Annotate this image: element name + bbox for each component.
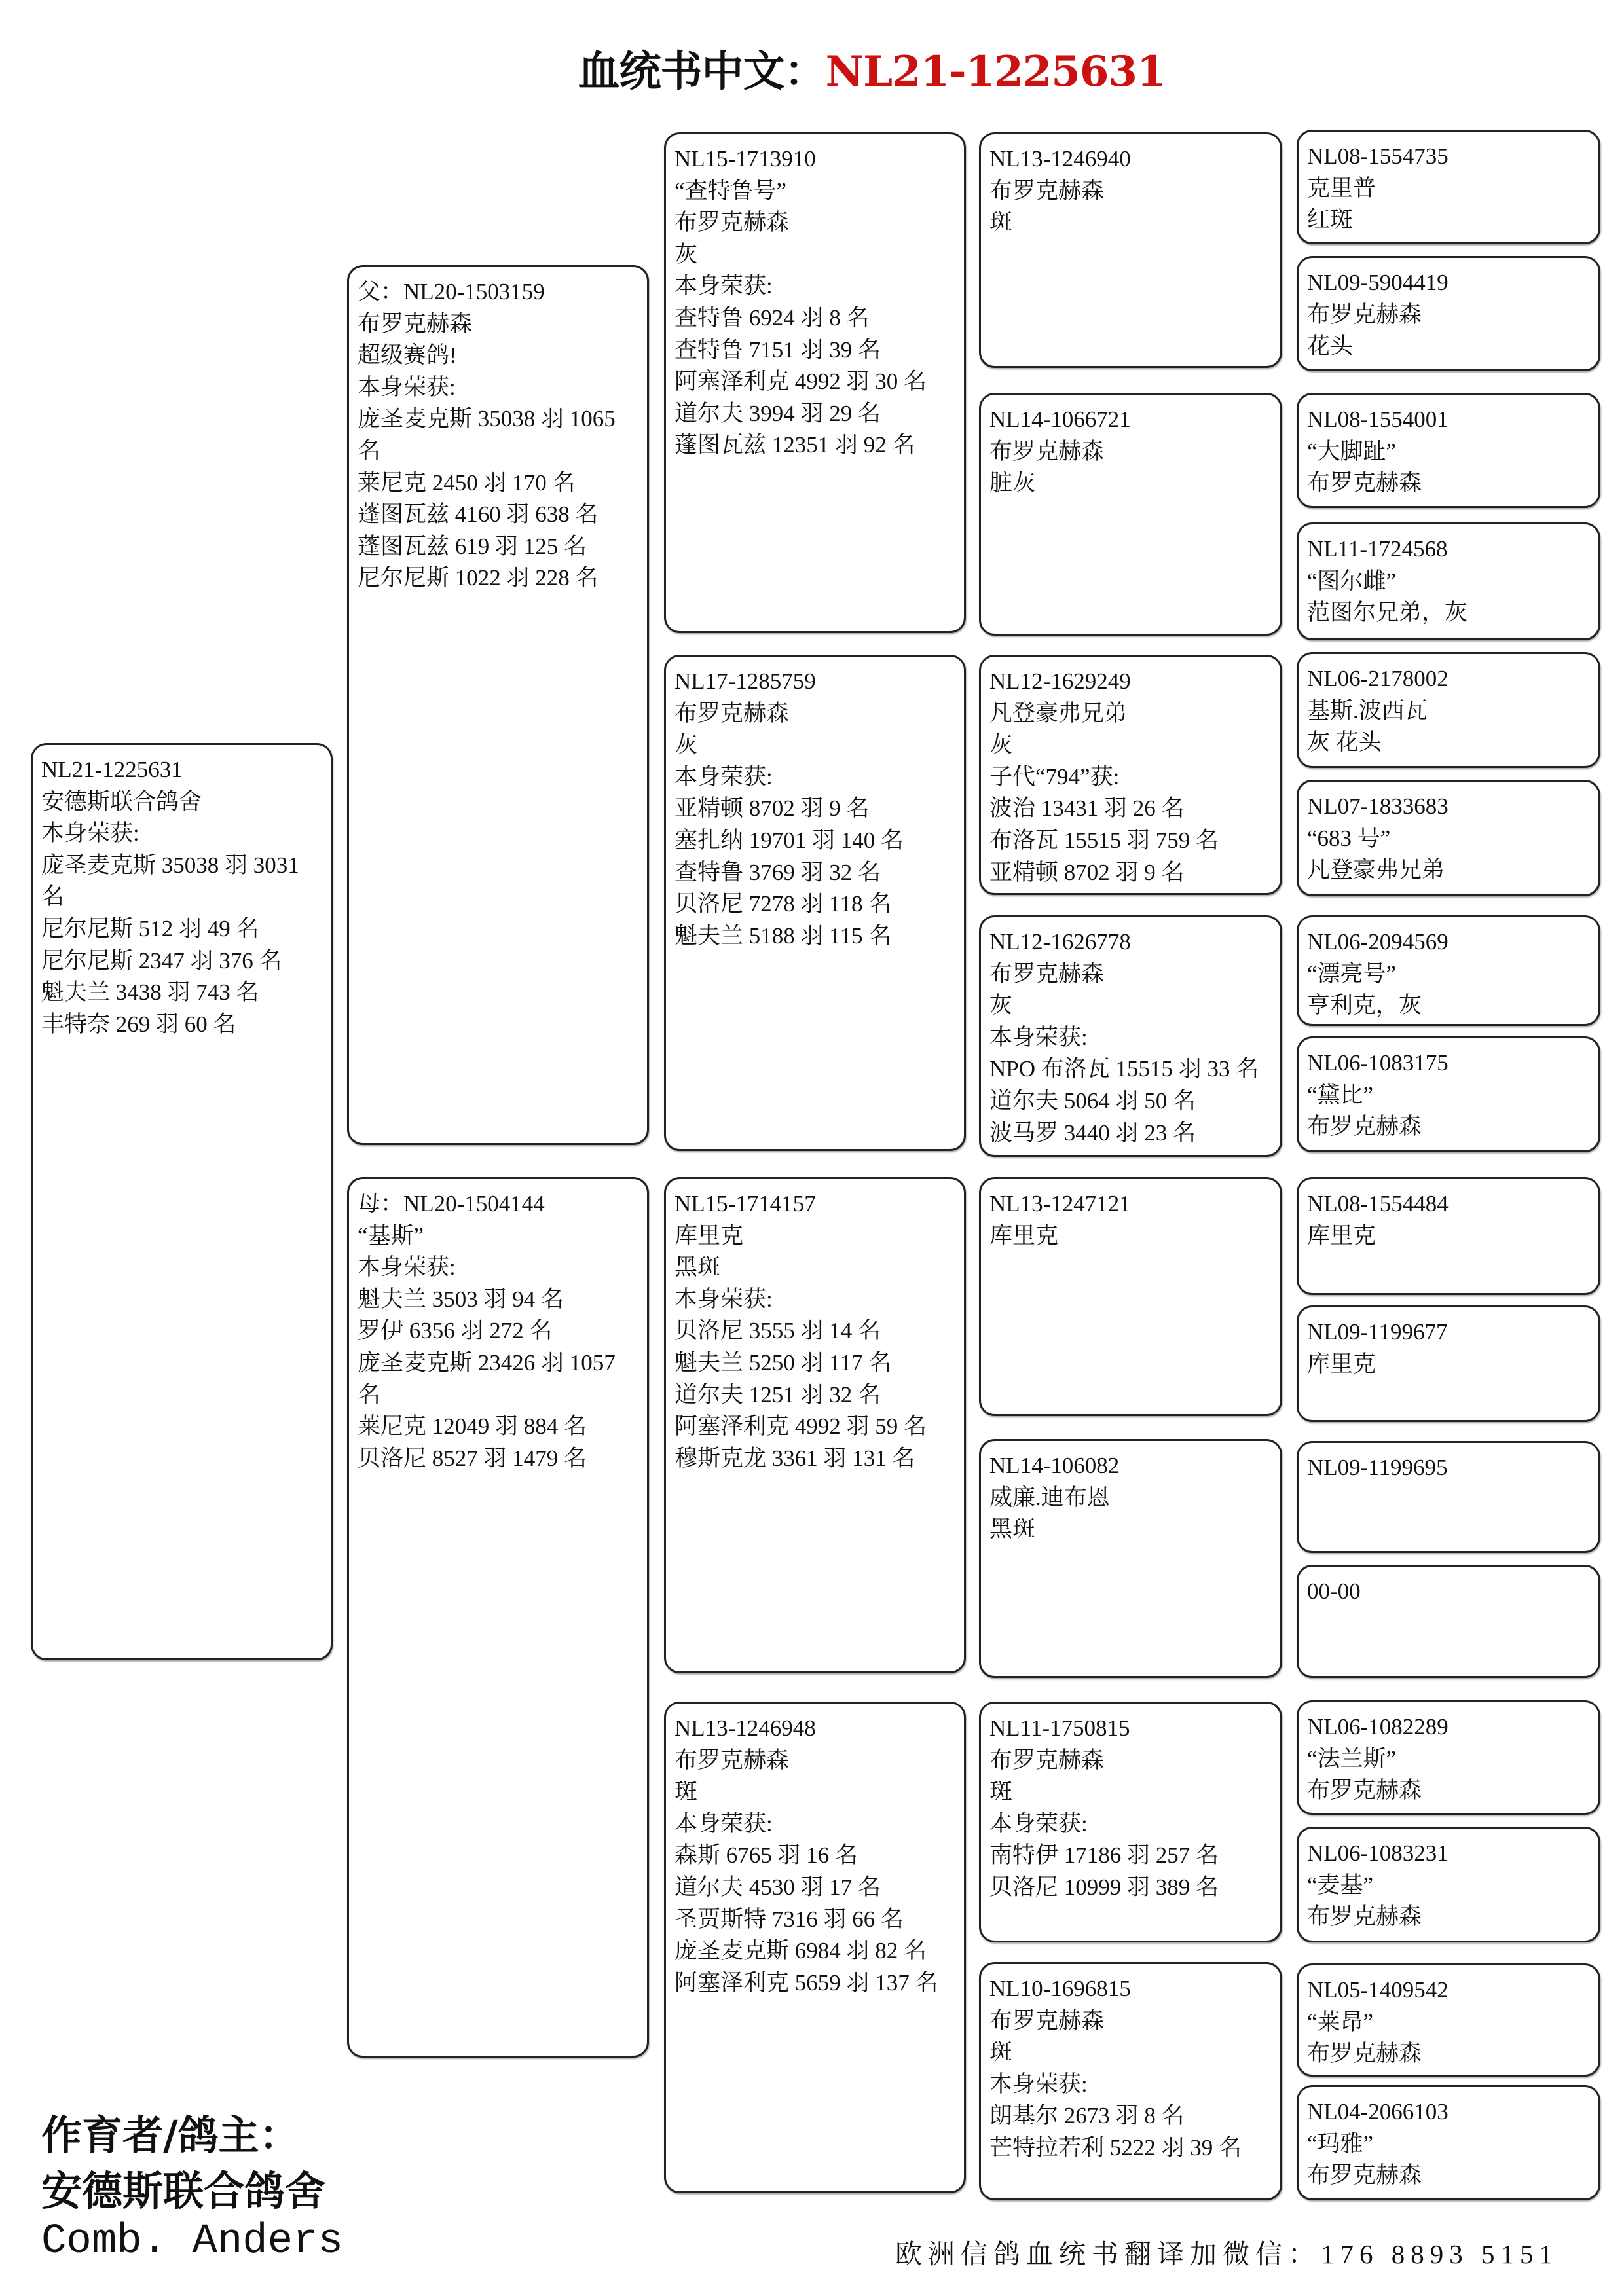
pedigree-box-gen5	[1297, 1305, 1600, 1422]
pedigree-line: 道尔夫 5064 羽 50 名	[989, 1087, 1196, 1114]
pedigree-line: 波治 13431 羽 26 名	[989, 795, 1185, 822]
pedigree-line: 查特鲁 3769 羽 32 名	[674, 859, 881, 885]
pedigree-line: “玛雅”	[1307, 2130, 1374, 2157]
pedigree-line: 贝洛尼 3555 羽 14 名	[674, 1318, 881, 1344]
pedigree-box-gen5	[1297, 1565, 1600, 1678]
pedigree-line: 布罗克赫森	[1307, 301, 1422, 327]
pedigree-line: 道尔夫 1251 羽 32 名	[674, 1381, 881, 1408]
pedigree-line: 库里克	[989, 1222, 1059, 1248]
pedigree-line: “漂亮号”	[1307, 960, 1397, 987]
pedigree-line: 庞圣麦克斯 6984 羽 82 名	[674, 1938, 927, 1964]
pedigree-line: 红斑	[1307, 207, 1354, 233]
pedigree-line: 安德斯联合鸽舍	[41, 788, 202, 814]
pedigree-line: 庞圣麦克斯 23426 羽 1057	[358, 1349, 616, 1376]
pedigree-line: 森斯 6765 羽 16 名	[674, 1842, 858, 1868]
pedigree-line: 布罗克赫森	[1307, 2162, 1422, 2189]
breeder-name-cn: 安德斯联合鸽舍	[41, 2167, 326, 2215]
ring-number: NL09-5904419	[1307, 270, 1449, 295]
pedigree-line: 布罗克赫森	[1307, 470, 1422, 496]
pedigree-line: “法兰斯”	[1307, 1745, 1397, 1772]
pedigree-line: 贝洛尼 8527 羽 1479 名	[358, 1445, 587, 1471]
pedigree-line: 阿塞泽利克 4992 羽 59 名	[674, 1413, 927, 1440]
pedigree-line: 本身荣获:	[674, 273, 773, 299]
pedigree-line: 亨利克，灰	[1307, 993, 1422, 1019]
pedigree-line: 亚精顿 8702 羽 9 名	[989, 859, 1185, 885]
pedigree-line: 布罗克赫森	[674, 1747, 790, 1773]
pedigree-box-gen4	[979, 1962, 1282, 2200]
pedigree-line: “大脚趾”	[1307, 438, 1397, 464]
pedigree-line: 超级赛鸽!	[358, 342, 457, 369]
ring-number: NL06-1083175	[1307, 1050, 1449, 1076]
pedigree-box-gen5	[1297, 652, 1600, 768]
pedigree-line: 本身荣获:	[674, 1810, 773, 1836]
pedigree-line: 圣贾斯特 7316 羽 66 名	[674, 1906, 904, 1932]
pedigree-line: 布罗克赫森	[674, 210, 790, 236]
pedigree-line: 黑斑	[674, 1254, 721, 1281]
ring-number: NL08-1554735	[1307, 143, 1449, 169]
pedigree-line: 蓬图瓦兹 4160 羽 638 名	[358, 501, 599, 528]
ring-number: 母：NL20-1504144	[358, 1191, 545, 1216]
ring-number: NL09-1199677	[1307, 1319, 1448, 1345]
pedigree-line: 魁夫兰 5250 羽 117 名	[674, 1349, 892, 1376]
ring-number: NL12-1629249	[989, 668, 1131, 694]
pedigree-line: 威廉.迪布恩	[989, 1484, 1110, 1510]
pedigree-line: “黛比”	[1307, 1082, 1374, 1108]
pedigree-line: 蓬图瓦兹 619 羽 125 名	[358, 533, 587, 559]
pedigree-line: 本身荣获:	[358, 1254, 456, 1281]
ring-number: 父：NL20-1503159	[358, 279, 545, 304]
pedigree-line: 库里克	[1307, 1222, 1376, 1248]
pedigree-box-gen3	[664, 655, 966, 1151]
pedigree-line: 凡登豪弗兄弟	[1307, 857, 1445, 883]
pedigree-line: 斑	[989, 210, 1013, 236]
pedigree-line: 庞圣麦克斯 35038 羽 3031	[41, 852, 299, 878]
pedigree-line: 查特鲁 7151 羽 39 名	[674, 337, 881, 363]
pedigree-line: 库里克	[1307, 1351, 1376, 1377]
pedigree-line: 布罗克赫森	[989, 177, 1105, 204]
pedigree-line: 芒特拉若利 5222 羽 39 名	[989, 2134, 1242, 2160]
pedigree-line: 丰特奈 269 羽 60 名	[41, 1011, 236, 1037]
pedigree-line: 基斯.波西瓦	[1307, 697, 1428, 723]
pedigree-box-gen5	[1297, 2085, 1600, 2200]
pedigree-box-gen5	[1297, 130, 1600, 244]
pedigree-box-sire	[347, 265, 649, 1145]
ring-number: NL14-1066721	[989, 407, 1131, 432]
pedigree-line: 莱尼克 12049 羽 884 名	[358, 1413, 587, 1440]
pedigree-line: 布罗克赫森	[674, 700, 790, 726]
pedigree-line: 布罗克赫森	[989, 960, 1105, 987]
pedigree-box-gen4	[979, 1177, 1282, 1416]
pedigree-line: 波马罗 3440 羽 23 名	[989, 1120, 1196, 1146]
title-label: 血统书中文：	[578, 48, 826, 96]
pedigree-box-gen3	[664, 1702, 966, 2193]
pedigree-line: 灰	[989, 732, 1013, 758]
pedigree-line: “麦基”	[1307, 1872, 1374, 1898]
pedigree-line: “查特鲁号”	[674, 177, 787, 204]
pedigree-line: 本身荣获:	[674, 1286, 773, 1312]
pedigree-line: 阿塞泽利克 5659 羽 137 名	[674, 1969, 938, 1995]
pedigree-line: 朗基尔 2673 羽 8 名	[989, 2103, 1185, 2129]
pedigree-line: 布罗克赫森	[1307, 1777, 1422, 1804]
pedigree-line: 南特伊 17186 羽 257 名	[989, 1842, 1219, 1868]
breeder-name-en: Comb. Anders	[41, 2218, 343, 2265]
pedigree-line: 布罗克赫森	[989, 438, 1105, 464]
pedigree-line: 莱尼克 2450 羽 170 名	[358, 469, 576, 496]
pedigree-line: 布罗克赫森	[989, 1747, 1105, 1773]
pedigree-line: 布罗克赫森	[358, 310, 473, 337]
pedigree-line: 尼尔尼斯 1022 羽 228 名	[358, 565, 599, 591]
ring-number: NL13-1246948	[674, 1715, 816, 1741]
pedigree-line: 名	[41, 884, 65, 910]
ring-number: NL08-1554484	[1307, 1191, 1449, 1216]
pedigree-box-gen4	[979, 132, 1282, 368]
pedigree-box-gen4	[979, 915, 1282, 1157]
pedigree-line: 布罗克赫森	[1307, 2041, 1422, 2067]
pedigree-box-dam	[347, 1177, 649, 2058]
pedigree-line: 凡登豪弗兄弟	[989, 700, 1128, 726]
pedigree-line: “图尔雌”	[1307, 568, 1397, 594]
pedigree-line: 查特鲁 6924 羽 8 名	[674, 304, 870, 331]
ring-number: NL21-1225631	[41, 757, 183, 782]
ring-number: NL14-106082	[989, 1453, 1120, 1478]
ring-number: NL12-1626778	[989, 929, 1131, 955]
pedigree-line: 魁夫兰 5188 羽 115 名	[674, 922, 892, 949]
pedigree-box-gen5	[1297, 1700, 1600, 1815]
ring-number: NL06-2094569	[1307, 929, 1449, 955]
ring-number: NL08-1554001	[1307, 407, 1449, 432]
pedigree-line: 本身荣获:	[358, 374, 456, 400]
pedigree-line: 名	[358, 1381, 381, 1408]
pedigree-line: 灰	[674, 241, 698, 267]
pedigree-box-gen5	[1297, 780, 1600, 896]
page-title	[0, 38, 1624, 98]
pedigree-box-subject	[31, 743, 333, 1660]
pedigree-box-gen5	[1297, 393, 1600, 508]
pedigree-line: 子代“794”获:	[989, 763, 1120, 790]
pedigree-line: 花头	[1307, 333, 1354, 359]
pedigree-line: 塞扎纳 19701 羽 140 名	[674, 827, 904, 853]
pedigree-box-gen4	[979, 655, 1282, 895]
pedigree-line: 克里普	[1307, 175, 1376, 201]
pedigree-line: 黑斑	[989, 1516, 1036, 1542]
pedigree-line: 布洛瓦 15515 羽 759 名	[989, 827, 1219, 853]
pedigree-line: 灰 花头	[1307, 729, 1382, 756]
ring-number: NL15-1713910	[674, 146, 816, 172]
pedigree-line: 罗伊 6356 羽 272 名	[358, 1318, 553, 1344]
pedigree-box-gen5	[1297, 522, 1600, 640]
pedigree-box-gen5	[1297, 1441, 1600, 1553]
pedigree-box-gen5	[1297, 915, 1600, 1026]
ring-number: NL06-1082289	[1307, 1714, 1449, 1740]
pedigree-line: 本身荣获:	[989, 2071, 1088, 2097]
ring-number: NL13-1247121	[989, 1191, 1131, 1216]
ring-number: NL09-1199695	[1307, 1455, 1448, 1480]
translation-contact-footer: 欧洲信鸽血统书翻译加微信：176 8893 5151	[895, 2239, 1559, 2269]
pedigree-line: 穆斯克龙 3361 羽 131 名	[674, 1445, 915, 1471]
ring-number: NL10-1696815	[989, 1976, 1131, 2001]
pedigree-line: 布罗克赫森	[1307, 1904, 1422, 1930]
pedigree-box-gen4	[979, 1439, 1282, 1678]
ring-number: NL07-1833683	[1307, 793, 1449, 819]
pedigree-line: 斑	[989, 2039, 1013, 2066]
pedigree-line: 本身荣获:	[989, 1024, 1088, 1050]
pedigree-line: “683 号”	[1307, 825, 1391, 851]
pedigree-line: 蓬图瓦兹 12351 羽 92 名	[674, 432, 915, 458]
pedigree-box-gen5	[1297, 1036, 1600, 1152]
pedigree-line: 本身荣获:	[674, 763, 773, 790]
breeder-label: 作育者/鸽主：	[41, 2111, 300, 2159]
pedigree-line: 名	[358, 437, 381, 464]
pedigree-line: 道尔夫 4530 羽 17 名	[674, 1874, 881, 1900]
pedigree-line: 库里克	[674, 1222, 744, 1248]
pedigree-line: 魁夫兰 3438 羽 743 名	[41, 979, 259, 1006]
pedigree-line: 贝洛尼 7278 羽 118 名	[674, 891, 892, 917]
title-pigeon-id: NL21-1225631	[825, 47, 1166, 96]
pedigree-line: 尼尔尼斯 2347 羽 376 名	[41, 947, 282, 974]
pedigree-box-gen5	[1297, 256, 1600, 371]
pedigree-line: 斑	[989, 1779, 1013, 1805]
pedigree-line: “莱昂”	[1307, 2009, 1374, 2035]
pedigree-line: 本身荣获:	[41, 820, 139, 847]
pedigree-line: “基斯”	[358, 1222, 424, 1248]
pedigree-box-gen3	[664, 132, 966, 633]
ring-number: NL06-1083231	[1307, 1840, 1449, 1866]
pedigree-line: 本身荣获:	[989, 1810, 1088, 1836]
pedigree-box-gen5	[1297, 1177, 1600, 1295]
pedigree-line: 贝洛尼 10999 羽 389 名	[989, 1874, 1219, 1900]
ring-number: NL05-1409542	[1307, 1977, 1449, 2003]
pedigree-line: 阿塞泽利克 4992 羽 30 名	[674, 369, 927, 395]
pedigree-line: 尼尔尼斯 512 羽 49 名	[41, 915, 259, 941]
pedigree-line: NPO 布洛瓦 15515 羽 33 名	[989, 1056, 1259, 1082]
pedigree-box-gen3	[664, 1177, 966, 1673]
ring-number: NL06-2178002	[1307, 666, 1449, 691]
ring-number: NL13-1246940	[989, 146, 1131, 172]
pedigree-line: 魁夫兰 3503 羽 94 名	[358, 1286, 564, 1312]
pedigree-line: 斑	[674, 1779, 698, 1805]
pedigree-box-gen4	[979, 393, 1282, 636]
pedigree-line: 庞圣麦克斯 35038 羽 1065	[358, 406, 616, 432]
pedigree-line: 脏灰	[989, 470, 1036, 496]
ring-number: 00-00	[1307, 1578, 1361, 1604]
pedigree-line: 范图尔兄弟，灰	[1307, 600, 1468, 626]
pedigree-box-gen5	[1297, 1827, 1600, 1942]
pedigree-box-gen5	[1297, 1963, 1600, 2077]
pedigree-box-gen4	[979, 1702, 1282, 1942]
ring-number: NL04-2066103	[1307, 2099, 1449, 2124]
ring-number: NL11-1724568	[1307, 536, 1448, 562]
ring-number: NL17-1285759	[674, 668, 816, 694]
pedigree-line: 灰	[674, 732, 698, 758]
pedigree-line: 布罗克赫森	[1307, 1114, 1422, 1140]
ring-number: NL11-1750815	[989, 1715, 1130, 1741]
pedigree-line: 布罗克赫森	[989, 2007, 1105, 2033]
ring-number: NL15-1714157	[674, 1191, 816, 1216]
pedigree-line: 道尔夫 3994 羽 29 名	[674, 400, 881, 426]
pedigree-line: 亚精顿 8702 羽 9 名	[674, 795, 870, 822]
pedigree-line: 灰	[989, 993, 1013, 1019]
